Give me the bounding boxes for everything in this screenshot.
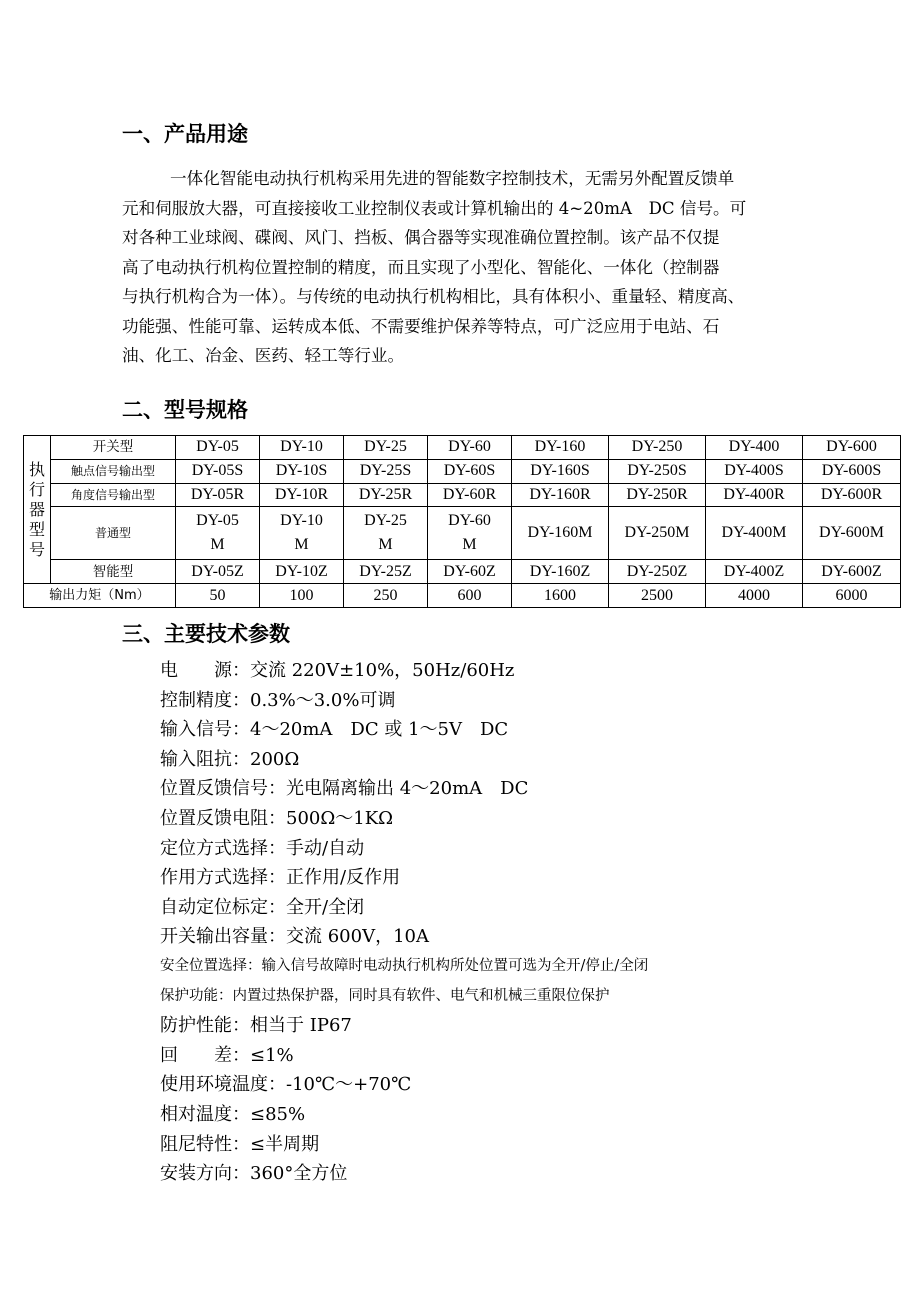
table-cell: DY-60 M <box>428 507 512 560</box>
param-protection-function: 保护功能：内置过热保护器，同时具有软件、电气和机械三重限位保护 <box>160 987 610 1004</box>
param-control-accuracy: 控制精度：0.3%～3.0%可调 <box>160 689 396 711</box>
param-ingress-protection: 防护性能：相当于 IP67 <box>160 1015 352 1037</box>
section-heading-models: 二、型号规格 <box>122 398 248 422</box>
table-row <box>24 584 901 608</box>
row-label: 普通型 <box>51 507 176 560</box>
table-cell: DY-600Z <box>803 560 901 584</box>
row-label: 触点信号输出型 <box>51 459 176 483</box>
table-cell: DY-60R <box>428 483 512 507</box>
table-row <box>24 436 901 460</box>
param-input-impedance: 输入阻抗：200Ω <box>160 748 300 770</box>
paragraph-line: 一体化智能电动执行机构采用先进的智能数字控制技术，无需另外配置反馈单 <box>170 169 735 188</box>
table-cell: DY-25 <box>344 436 428 460</box>
param-ambient-temperature: 使用环境温度：-10℃～+70℃ <box>160 1074 412 1096</box>
param-switch-output-capacity: 开关输出容量：交流 600V，10A <box>160 926 429 948</box>
table-cell: DY-600S <box>803 459 901 483</box>
table-cell: DY-10R <box>260 483 344 507</box>
group-label-char: 号 <box>28 539 45 559</box>
param-mounting-direction: 安装方向：360°全方位 <box>160 1163 348 1185</box>
model-spec-table <box>23 435 901 608</box>
table-cell: DY-250 <box>609 436 706 460</box>
section-heading-usage: 一、产品用途 <box>122 122 248 146</box>
table-cell: DY-10S <box>260 459 344 483</box>
row-label: 角度信号输出型 <box>51 483 176 507</box>
table-row <box>24 560 901 584</box>
table-cell: DY-10 <box>260 436 344 460</box>
param-positioning-mode: 定位方式选择：手动/自动 <box>160 837 365 859</box>
param-position-feedback-resistance: 位置反馈电阻：500Ω～1KΩ <box>160 807 394 829</box>
table-cell: DY-400S <box>706 459 803 483</box>
table-cell: 250 <box>344 584 428 608</box>
param-action-mode: 作用方式选择：正作用/反作用 <box>160 867 401 889</box>
group-label-char: 型 <box>28 519 45 539</box>
table-cell: DY-250Z <box>609 560 706 584</box>
table-cell: 1600 <box>512 584 609 608</box>
table-cell: 2500 <box>609 584 706 608</box>
table-row <box>24 507 901 560</box>
group-label-char: 行 <box>28 479 45 499</box>
table-cell: DY-25 M <box>344 507 428 560</box>
table-cell: 600 <box>428 584 512 608</box>
table-cell: 6000 <box>803 584 901 608</box>
table-cell: 100 <box>260 584 344 608</box>
usage-paragraph <box>122 164 802 371</box>
table-cell: 50 <box>176 584 260 608</box>
table-cell: DY-160Z <box>512 560 609 584</box>
table-cell: DY-60S <box>428 459 512 483</box>
table-cell: DY-600 <box>803 436 901 460</box>
table-cell: DY-05R <box>176 483 260 507</box>
param-damping: 阻尼特性：≤半周期 <box>160 1133 320 1155</box>
table-cell: 4000 <box>706 584 803 608</box>
table-row <box>24 483 901 507</box>
table-cell: DY-60Z <box>428 560 512 584</box>
paragraph-line: 功能强、性能可靠、运转成本低、不需要维护保养等特点，可广泛应用于电站、石 <box>122 316 720 336</box>
param-relative-temperature: 相对温度：≤85% <box>160 1103 306 1125</box>
table-cell: DY-05Z <box>176 560 260 584</box>
param-input-signal: 输入信号：4～20mA DC 或 1～5V DC <box>160 719 509 741</box>
paragraph-line: 元和伺服放大器，可直接接收工业控制仪表或计算机输出的 4~20mA DC 信号。可 <box>122 198 747 218</box>
table-cell: DY-400M <box>706 507 803 560</box>
group-label-char: 器 <box>28 499 45 519</box>
table-cell: DY-250R <box>609 483 706 507</box>
torque-row-label: 输出力矩（Nm） <box>24 584 176 608</box>
table-cell: DY-400Z <box>706 560 803 584</box>
paragraph-line: 对各种工业球阀、碟阀、风门、挡板、偶合器等实现准确位置控制。该产品不仅提 <box>122 228 720 247</box>
paragraph-line: 油、化工、冶金、医药、轻工等行业。 <box>122 346 405 365</box>
table-cell: DY-600M <box>803 507 901 560</box>
group-label-char: 执 <box>28 459 45 479</box>
table-cell: DY-60 <box>428 436 512 460</box>
actuator-model-group-label <box>24 436 51 584</box>
table-cell: DY-160S <box>512 459 609 483</box>
paragraph-line: 与执行机构合为一体）。与传统的电动执行机构相比，具有体积小、重量轻、精度高、 <box>122 287 745 306</box>
table-cell: DY-25Z <box>344 560 428 584</box>
table-cell: DY-400 <box>706 436 803 460</box>
table-cell: DY-05S <box>176 459 260 483</box>
table-cell: DY-160M <box>512 507 609 560</box>
param-power: 电 源：交流 220V±10%，50Hz/60Hz <box>160 660 515 681</box>
table-cell: DY-25R <box>344 483 428 507</box>
table-cell: DY-600R <box>803 483 901 507</box>
section-heading-parameters: 三、主要技术参数 <box>122 622 290 646</box>
table-cell: DY-160 <box>512 436 609 460</box>
table-cell: DY-250M <box>609 507 706 560</box>
parameter-list <box>160 656 900 1189</box>
table-cell: DY-05 M <box>176 507 260 560</box>
table-cell: DY-160R <box>512 483 609 507</box>
paragraph-line: 高了电动执行机构位置控制的精度，而且实现了小型化、智能化、一体化（控制器 <box>122 257 720 277</box>
table-cell: DY-10 M <box>260 507 344 560</box>
table-cell: DY-25S <box>344 459 428 483</box>
table-cell: DY-250S <box>609 459 706 483</box>
table-row <box>24 459 901 483</box>
table-cell: DY-10Z <box>260 560 344 584</box>
row-label: 智能型 <box>51 560 176 584</box>
param-auto-calibration: 自动定位标定：全开/全闭 <box>160 896 365 918</box>
row-label: 开关型 <box>51 436 176 460</box>
param-hysteresis: 回 差：≤1% <box>160 1044 294 1066</box>
param-safe-position: 安全位置选择：输入信号故障时电动执行机构所处位置可选为全开/停止/全闭 <box>160 957 649 974</box>
param-position-feedback-signal: 位置反馈信号：光电隔离输出 4～20mA DC <box>160 778 529 800</box>
table-cell: DY-400R <box>706 483 803 507</box>
table-cell: DY-05 <box>176 436 260 460</box>
